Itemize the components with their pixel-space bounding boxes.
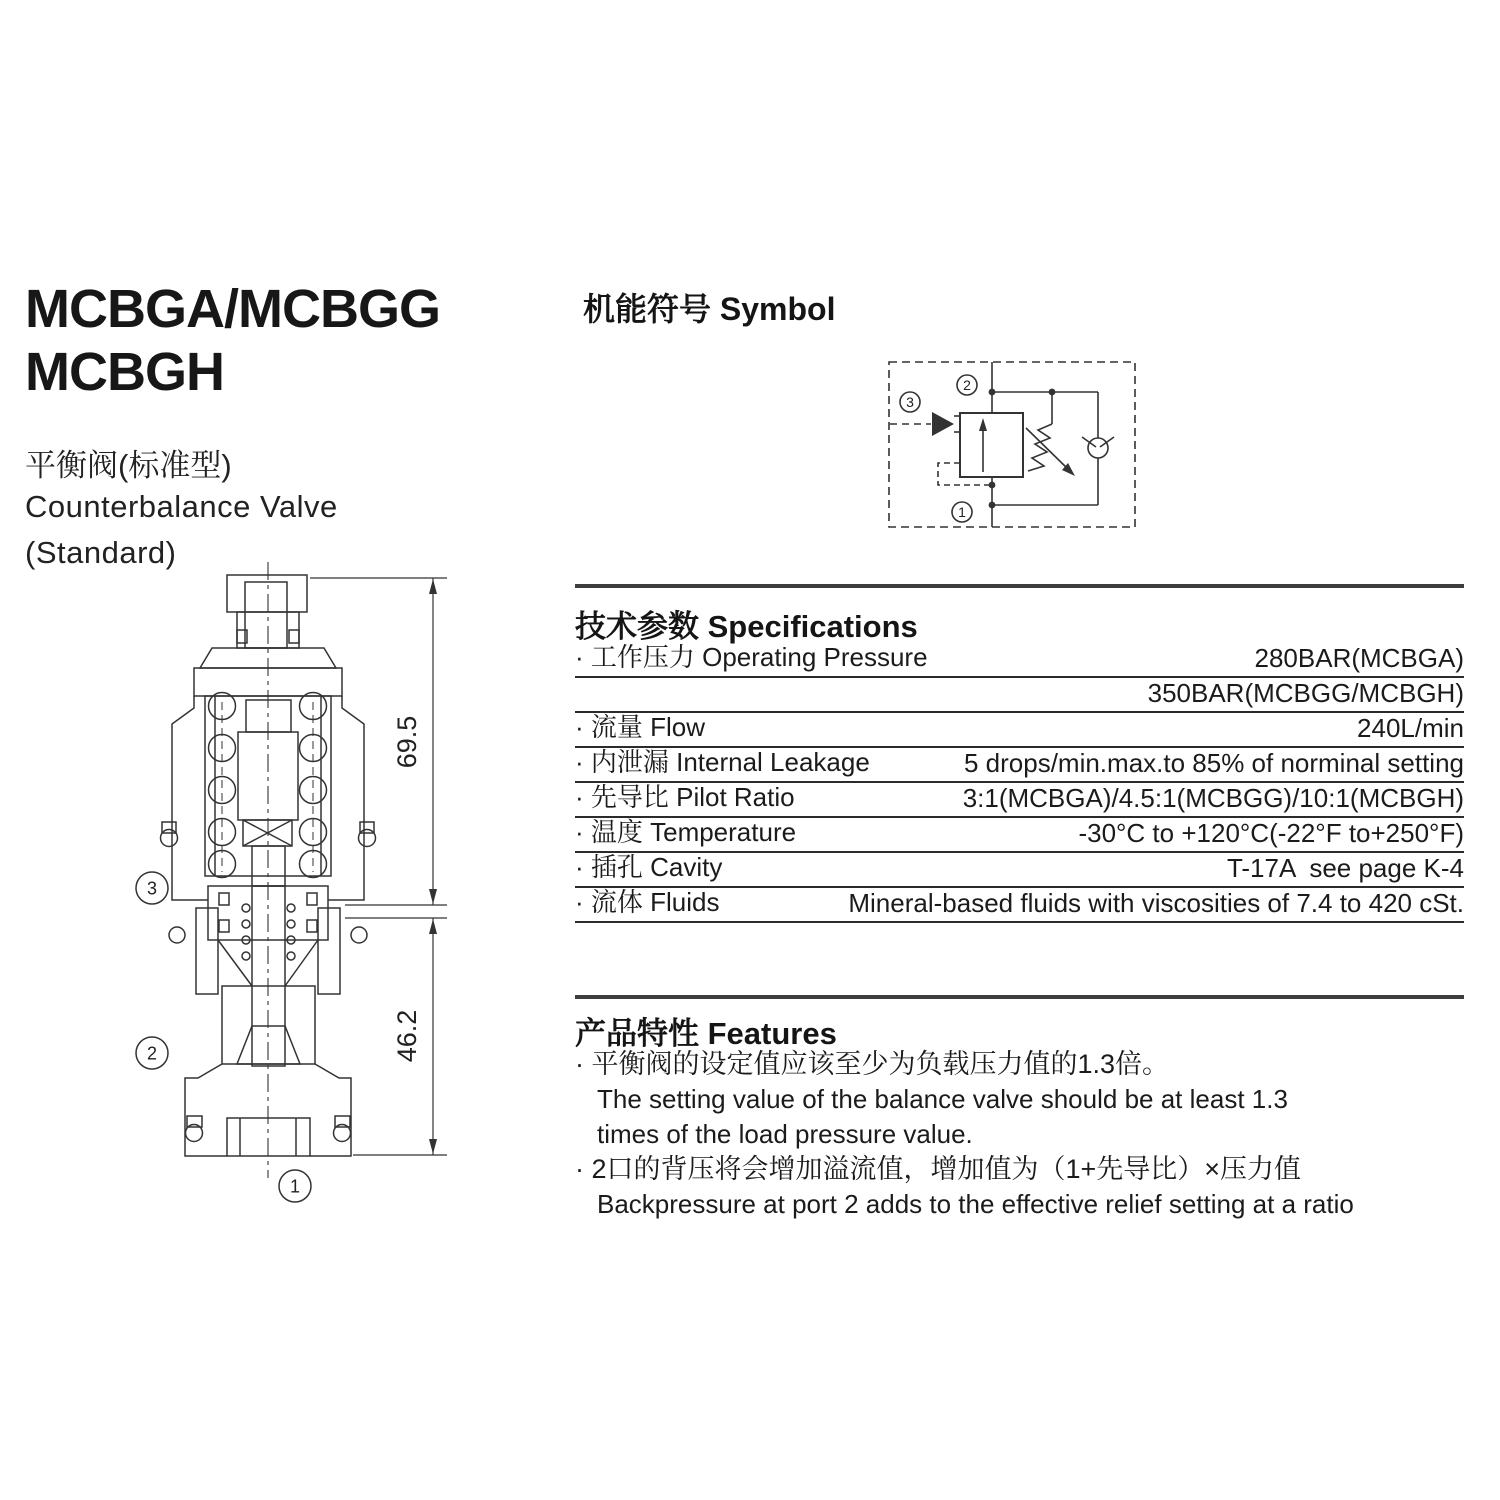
symbol-port-3-label: 3 — [906, 393, 914, 410]
spec-value: 240L/min — [1357, 713, 1464, 743]
sleeve-left — [196, 908, 218, 994]
spec-label: · 先导比 Pilot Ratio — [575, 782, 795, 812]
spec-label: · 工作压力 Operating Pressure — [575, 642, 928, 672]
drawing-port-1-label: 1 — [289, 1176, 301, 1197]
spec-label: · 流体 Fluids — [575, 887, 720, 917]
flow-arrow-icon — [979, 418, 987, 431]
spring-coils — [209, 693, 327, 878]
symbol-section-heading: 机能符号 Symbol — [583, 291, 836, 327]
feature-line-en: times of the load pressure value. — [597, 1119, 973, 1149]
table-row — [575, 678, 1464, 713]
flange-right — [310, 1064, 351, 1156]
features-divider — [575, 995, 1464, 999]
spec-value: 280BAR(MCBGA) — [1254, 643, 1464, 673]
spec-value: T-17A see page K-4 — [1226, 853, 1464, 883]
spec-value: Mineral-based fluids with viscosities of 7.4 to 420 cSt. — [848, 888, 1464, 918]
symbol-port-2-label: 2 — [963, 376, 971, 393]
table-row — [575, 643, 1464, 678]
dimension-lower-label: 46.2 — [392, 1009, 422, 1063]
spec-value: -30°C to +120°C(-22°F to+250°F) — [1078, 818, 1464, 848]
feature-line-en: The setting value of the balance valve should be at least 1.3 — [597, 1084, 1288, 1114]
hydraulic-symbol-diagram — [875, 352, 1145, 542]
page-title-line1: MCBGA/MCBGG — [25, 279, 440, 339]
features-list — [575, 1047, 1485, 1222]
spec-label: · 流量 Flow — [575, 712, 706, 742]
spec-value: 350BAR(MCBGG/MCBGH) — [1147, 678, 1464, 708]
oring-left — [161, 830, 178, 847]
feature-line-en: Backpressure at port 2 adds to the effective relief setting at a ratio — [597, 1189, 1354, 1219]
spring-icon — [1028, 424, 1052, 471]
spec-label: · 温度 Temperature — [575, 817, 797, 847]
subtitle-english-2: (Standard) — [25, 535, 177, 570]
spec-value: 5 drops/min.max.to 85% of norminal setting — [963, 748, 1464, 778]
valve-body-symbol — [960, 413, 1023, 477]
valve-cross-section-drawing — [120, 556, 470, 1216]
page-title — [25, 278, 440, 404]
pilot-feedback-line — [938, 463, 989, 485]
subtitle-chinese: 平衡阀(标准型) — [25, 448, 232, 483]
body-outline-left — [172, 696, 208, 900]
drawing-port-2-label: 2 — [146, 1043, 158, 1064]
oring-2-right — [351, 927, 367, 943]
table-row — [575, 888, 1464, 923]
dimension-upper-label: 69.5 — [392, 715, 422, 769]
features-heading: 产品特性 Features — [575, 1016, 837, 1051]
specs-table — [575, 643, 1464, 923]
spec-value: 3:1(MCBGA)/4.5:1(MCBGG)/10:1(MCBGH) — [962, 783, 1464, 813]
drawing-port-3-label: 3 — [146, 878, 158, 899]
flange-left — [185, 1064, 227, 1156]
sleeve-right — [318, 908, 340, 994]
check-valve-icon — [1088, 438, 1108, 458]
symbol-port-1-label: 1 — [958, 503, 966, 520]
subtitle-english: Counterbalance Valve — [25, 489, 338, 524]
oring-2-left — [169, 927, 185, 943]
specs-divider — [575, 584, 1464, 588]
spec-label: · 插孔 Cavity — [575, 852, 723, 882]
body-outline-right — [328, 696, 364, 900]
spec-label: · 内泄漏 Internal Leakage — [575, 747, 870, 777]
page-title-line2: MCBGH — [25, 342, 224, 402]
pilot-triangle-icon — [932, 412, 954, 436]
feature-line-cn: · 2口的背压将会增加溢流值，增加值为（1+先导比）×压力值 — [575, 1154, 1302, 1184]
feature-line-cn: · 平衡阀的设定值应该至少为负载压力值的1.3倍。 — [575, 1049, 1170, 1079]
specs-heading: 技术参数 Specifications — [575, 609, 918, 644]
oring-right — [359, 830, 376, 847]
